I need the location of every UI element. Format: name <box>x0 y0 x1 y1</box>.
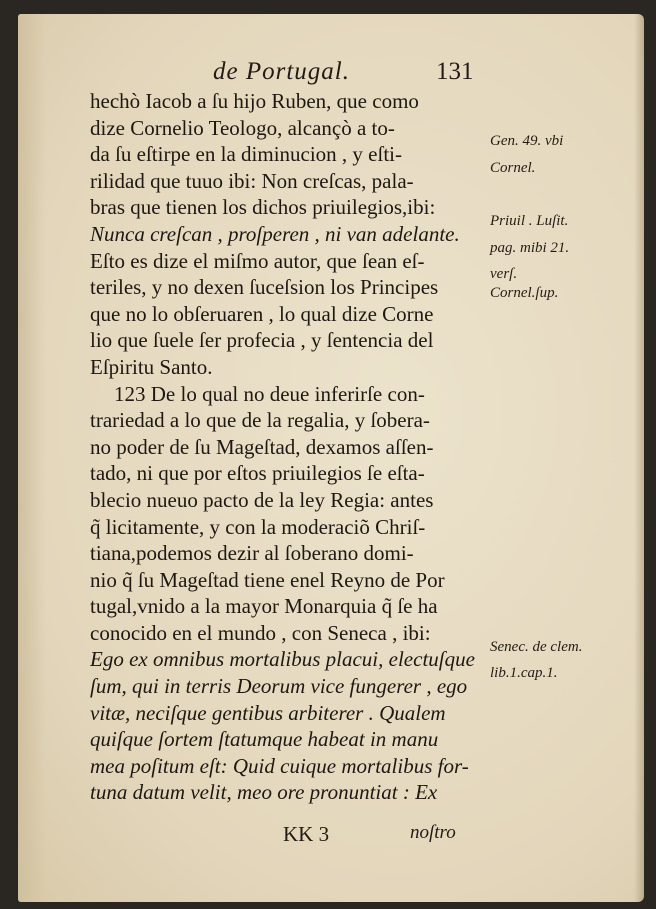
text-line: tado, ni que por eſtos priuilegios ſe eſta- <box>90 461 425 486</box>
text-line: rilidad que tuuo ibi: Non creſcas, pala- <box>90 168 414 193</box>
margin-note: verſ. <box>490 266 518 283</box>
text-line: ſum, qui in terris Deorum vice fungerer , ego <box>90 674 468 699</box>
body-text <box>90 88 500 806</box>
text-line: da ſu eſtirpe en la diminucion , y eſti- <box>90 142 402 167</box>
text-line: Eſto es dize el miſmo autor, que ſean eſ- <box>90 248 425 273</box>
margin-note: Cornel. <box>490 159 536 176</box>
text-line: bras que tienen los dichos priuilegios,ibi: <box>90 195 436 220</box>
text-line: mea poſitum eſt: Quid cuique mortalibus for- <box>90 753 469 778</box>
text-line: Nunca creſcan , proſperen , ni van adelante. <box>90 221 460 246</box>
book-page <box>18 14 644 902</box>
text-line: Eſpiritu Santo. <box>90 354 213 379</box>
text-line: no poder de ſu Mageſtad, dexamos aſſen- <box>90 434 434 459</box>
text-line: tiana,podemos dezir al ſoberano domi- <box>90 541 414 566</box>
text-line: Ego ex omnibus mortalibus placui, electuſque <box>90 647 475 672</box>
text-line: conocido en el mundo , con Seneca , ibi: <box>90 620 431 645</box>
signature-mark: KK 3 <box>283 822 330 846</box>
text-line: tugal,vnido a la mayor Monarquia q̃ ſe ha <box>90 594 438 619</box>
text-line: vitæ, neciſque gentibus arbiterer . Qualem <box>90 700 446 725</box>
margin-note: Gen. 49. vbi <box>490 133 564 150</box>
text-line: que no lo obſeruaren , lo qual dize Corne <box>90 301 434 326</box>
page-footer <box>18 822 644 852</box>
running-title: de Portugal. <box>213 58 350 85</box>
page-number: 131 <box>436 58 474 85</box>
margin-note: lib.1.cap.1. <box>490 665 558 682</box>
margin-note: Priuil . Luſit. <box>490 213 569 229</box>
text-line: 123 De lo qual no deue inferirſe con- <box>114 381 425 406</box>
margin-note: pag. mibi 21. <box>490 239 570 256</box>
text-line: nio q̃ ſu Mageſtad tiene enel Reyno de Por <box>90 567 445 592</box>
text-line: trariedad a lo que de la regalia, y ſobera- <box>90 408 430 433</box>
text-line: quiſque ſortem ſtatumque habeat in manu <box>90 727 439 752</box>
text-line: lio que ſuele ſer profecia , y ſentencia del <box>90 328 434 353</box>
text-line: tuna datum velit, meo ore pronuntiat : Ex <box>90 780 438 805</box>
text-line: hechò Iacob a ſu hijo Ruben, que como <box>90 89 419 113</box>
catchword: noſtro <box>410 822 456 843</box>
text-line: q̃ licitamente, y con la moderaciõ Chriſ- <box>90 514 426 539</box>
margin-note: Senec. de clem. <box>490 638 583 655</box>
margin-note: Cornel.ſup. <box>490 284 559 301</box>
running-head <box>18 58 644 92</box>
text-line: teriles, y no dexen ſuceſsion los Principes <box>90 275 439 300</box>
page-edge <box>634 14 644 902</box>
text-line: dize Cornelio Teologo, alcançò a to- <box>90 115 395 140</box>
text-line: blecio nueuo pacto de la ley Regia: antes <box>90 487 434 512</box>
